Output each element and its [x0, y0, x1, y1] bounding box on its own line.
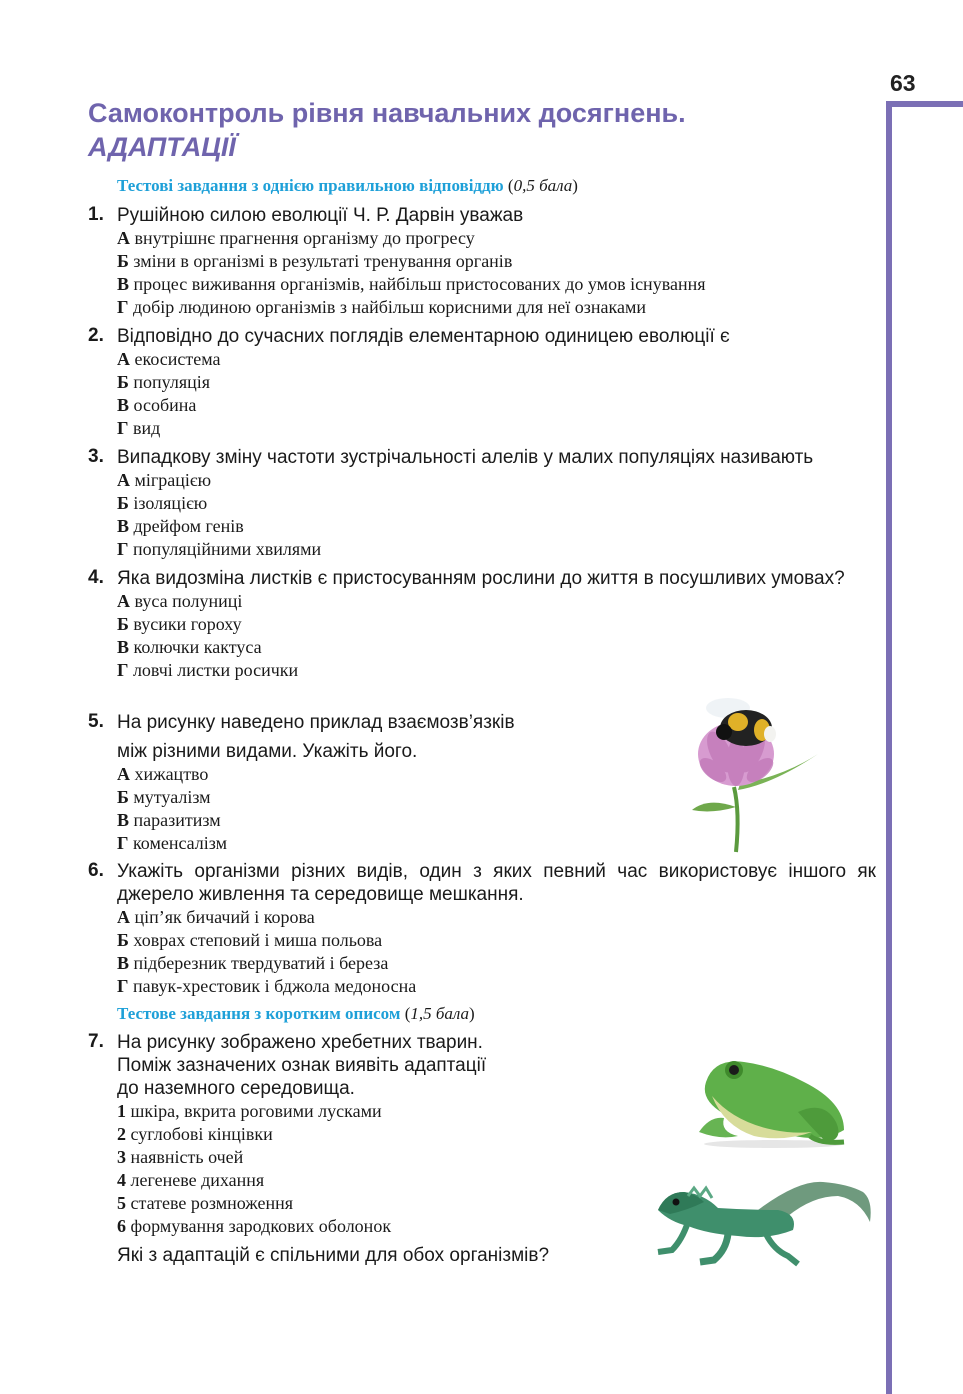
- page-corner-bar: [886, 101, 963, 107]
- option-c: В особина: [117, 395, 197, 415]
- question-stem: Рушійною силою еволюції Ч. Р. Дарвін уважав: [117, 205, 524, 226]
- question-stem: Випадкову зміну частоти зустрічальності алелів у малих популяціях називають: [117, 447, 814, 468]
- question-4: [88, 567, 878, 682]
- question-number: 4.: [88, 567, 104, 588]
- question-final: Які з адаптацій є спільними для обох організмів?: [117, 1245, 550, 1266]
- section-label: Тестові завдання з однією правильною відповіддю: [117, 176, 504, 195]
- question-number: 2.: [88, 325, 104, 346]
- question-number: 5.: [88, 711, 104, 732]
- option-d: Г коменсалізм: [117, 833, 228, 853]
- frog-image: [694, 1052, 854, 1148]
- option-c: В процес виживання організмів, найбільш пристосованих до умов існування: [117, 274, 706, 294]
- question-number: 1.: [88, 204, 104, 225]
- question-number: 3.: [88, 446, 104, 467]
- question-6: [88, 860, 878, 998]
- option-3: 3 наявність очей: [117, 1147, 244, 1167]
- question-stem: Укажіть організми різних видів, один з яких певний час використовує іншого як джерело живлення та середовище мешкання.: [117, 861, 876, 905]
- question-stem: Яка видозміна листків є пристосуванням рослини до життя в посушливих умовах?: [117, 568, 845, 589]
- question-stem-line2: між різними видами. Укажіть його.: [117, 741, 418, 762]
- option-6: 6 формування зародкових оболонок: [117, 1216, 392, 1236]
- option-d: Г вид: [117, 418, 161, 438]
- title-line1: Самоконтроль рівня навчальних досягнень.: [88, 98, 686, 128]
- option-a: А міграцією: [117, 470, 212, 490]
- option-a: А хижацтво: [117, 764, 209, 784]
- option-b: Б мутуалізм: [117, 787, 211, 807]
- option-a: А екосистема: [117, 349, 221, 369]
- option-d: Г павук-хрестовик і бджола медоносна: [117, 976, 417, 996]
- option-c: В колючки кактуса: [117, 637, 262, 657]
- option-b: Б ховрах степовий і миша польова: [117, 930, 383, 950]
- option-a: А внутрішнє прагнення організму до прогресу: [117, 228, 475, 248]
- option-a: А вуса полуниці: [117, 591, 243, 611]
- bumblebee-on-clover-image: [688, 692, 833, 857]
- option-5: 5 статеве розмноження: [117, 1193, 294, 1213]
- question-number: 7.: [88, 1031, 104, 1052]
- option-d: Г популяційними хвилями: [117, 539, 322, 559]
- option-4: 4 легеневе дихання: [117, 1170, 265, 1190]
- section-points: 0,5 бала: [513, 176, 573, 195]
- section-label: Тестове завдання з коротким описом: [117, 1004, 401, 1023]
- option-c: В паразитизм: [117, 810, 221, 830]
- question-stem-line3: до наземного середовища.: [117, 1078, 355, 1099]
- question-2: [88, 325, 878, 440]
- title-line2: АДАПТАЦІЇ: [88, 132, 236, 162]
- option-2: 2 суглобові кінцівки: [117, 1124, 273, 1144]
- option-c: В дрейфом генів: [117, 516, 244, 536]
- question-stem-line1: На рисунку зображено хребетних тварин.: [117, 1032, 483, 1053]
- section-heading-single-answer: Тестові завдання з однією правильною відповіддю (0,5 бала): [117, 176, 578, 195]
- question-3: [88, 446, 878, 561]
- option-b: Б зміни в організмі в результаті тренування органів: [117, 251, 513, 271]
- question-1: [88, 204, 878, 319]
- option-d: Г добір людиною організмів з найбільш корисними для неї ознаками: [117, 297, 646, 317]
- option-a: А ціп’як бичачий і корова: [117, 907, 315, 927]
- page-number: 63: [890, 70, 916, 96]
- question-stem: Відповідно до сучасних поглядів елементарною одиницею еволюції є: [117, 326, 730, 347]
- question-stem-line2: Поміж зазначених ознак виявіть адаптації: [117, 1055, 487, 1076]
- section-heading-short-description: Тестове завдання з коротким описом (1,5 бала): [117, 1004, 475, 1023]
- option-d: Г ловчі листки росички: [117, 660, 299, 680]
- option-c: В підберезник твердуватий і береза: [117, 953, 389, 973]
- lizard-image: [648, 1170, 878, 1270]
- option-b: Б популяція: [117, 372, 211, 392]
- option-b: Б вусики гороху: [117, 614, 242, 634]
- option-b: Б ізоляцією: [117, 493, 208, 513]
- section-points: 1,5 бала: [410, 1004, 470, 1023]
- page-title: [88, 96, 686, 164]
- question-stem-line1: На рисунку наведено приклад взаємозв’язків: [117, 712, 515, 733]
- option-1: 1 шкіра, вкрита роговими лусками: [117, 1101, 382, 1121]
- question-number: 6.: [88, 860, 104, 881]
- page-side-bar: [886, 101, 892, 1394]
